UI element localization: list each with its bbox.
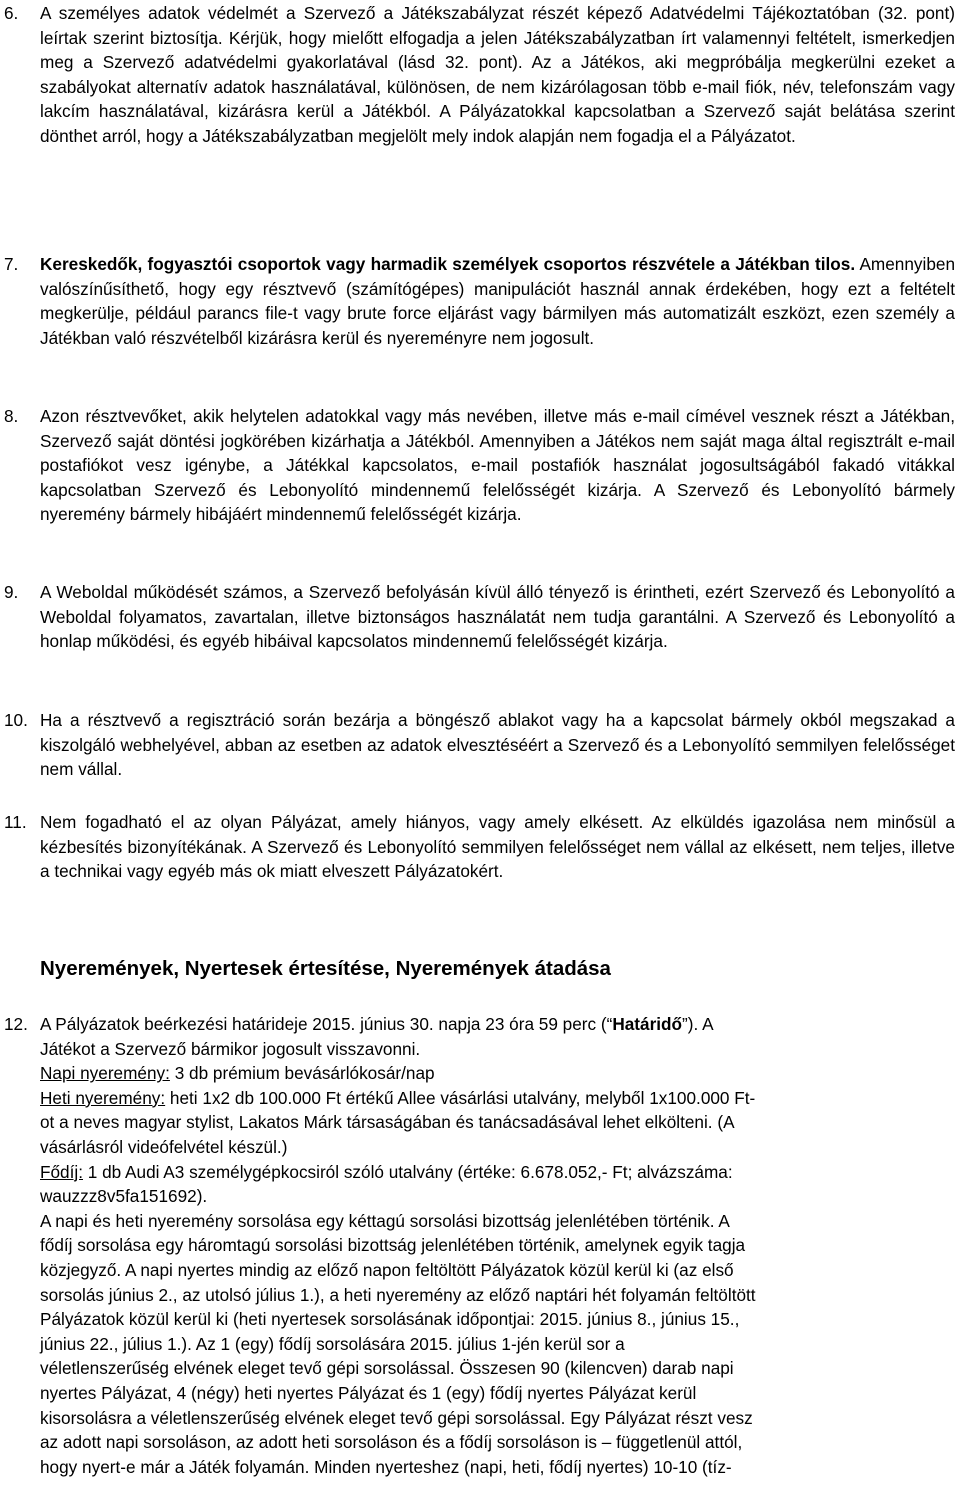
deadline-text: A Pályázatok beérkezési határideje 2015. június 30. napja 23 óra 59 perc (“ <box>40 1014 613 1034</box>
paragraph-number: 6. <box>4 3 19 23</box>
paragraph-text: Nem fogadható el az olyan Pályázat, amely hiányos, vagy amely elkésett. Az elküldés igazolása nem minősül a kézbesítés bizonyítékának. A Szervező és Lebonyolító semmilyen felelősséget nem vállal az elkésett, nem teljes, illetve a technikai vagy egyéb más ok miatt elveszett Pályázatokért. <box>40 812 955 882</box>
draw-text-line: közjegyző. A napi nyertes mindig az előző napon feltöltött Pályázatok közül kerül ki (az első <box>40 1259 734 1280</box>
revocation-line: Játékot a Szervező bármikor jogosult visszavonni. <box>40 1038 421 1059</box>
paragraph-text <box>40 1012 955 1479</box>
deadline-term: Határidő <box>612 1014 683 1034</box>
weekly-prize-line-3: vásárlásról videófelvétel készül.) <box>40 1136 288 1157</box>
paragraph-text: Azon résztvevőket, akik helytelen adatokkal vagy más nevében, illetve más e-mail címével vesznek részt a Játékban, Szervező saját döntési jogkörében kizárhatja a Játékból. Amennyiben a Játékos nem saját maga által regisztrált e-mail postafiókot vesz igénybe, a Játékkal kapcsolatos, e-mail postafiók használat jogosultságából fakadó vitákkal kapcsolatban Szervező és Lebonyolító mindennemű felelősségét kizárja. A Szervező és Lebonyolító bármely nyeremény bármely hibájáért mindennemű felelősségét kizárja. <box>40 406 955 525</box>
paragraph-number: 10. <box>4 710 28 730</box>
paragraph-9 <box>4 580 956 654</box>
paragraph-7 <box>4 252 956 350</box>
draw-text-line: véletlenszerűség elvének eleget tevő gépi sorsolással. Összesen 90 (kilencven) darab napi <box>40 1358 734 1379</box>
draw-text-line: A napi és heti nyeremény sorsolása egy kéttagú sorsolási bizottság jelenlétében történik. A <box>40 1210 730 1231</box>
paragraph-text: A személyes adatok védelmét a Szervező a Játékszabályzat részét képező Adatvédelmi Tájékoztatóban (32. pont) leírtak szerint biztosítja. Kérjük, hogy mielőtt elfogadja a jelen Játékszabályzatban írt valamennyi feltételt, ismerkedjen meg a Szervező adatvédelmi gyakorlatával (lásd 32. pont). Az a Játékos, aki megpróbálja megkerülni ezeket a szabályokat alternatív adatok használatával, különösen, de nem kizárólagosan több e-mail fiók, név, telefonszám vagy lakcím használatával, kizárásra kerül a Játékból. A Pályázatokkal kapcsolatban a Szervező saját belátása szerint dönthet arról, hogy a Játékszabályzatban megjelölt mely indok alapján nem fogadja el a Pályázatot. <box>40 3 955 146</box>
paragraph-12 <box>4 1012 956 1479</box>
daily-prize-label: Napi nyeremény: <box>40 1063 170 1084</box>
weekly-prize-line-2: ot a neves magyar stylist, Lakatos Márk társaságában és tanácsadásával lehet elkölteni. (A <box>40 1112 735 1133</box>
paragraph-text: Ha a résztvevő a regisztráció során bezárja a böngésző ablakot vagy ha a kapcsolat bármely okból megszakad a kiszolgáló webhelyével, abban az esetben az adatok elvesztéséért a Szervező és a Lebonyolító semmilyen felelősséget nem vállal. <box>40 710 955 780</box>
paragraph-number: 12. <box>4 1014 28 1034</box>
paragraph-number: 9. <box>4 582 19 602</box>
paragraph-number: 8. <box>4 406 19 426</box>
main-prize-text: 1 db Audi A3 személygépkocsiról szóló utalvány (értéke: 6.678.052,- Ft; alvázszáma: <box>83 1161 733 1182</box>
weekly-prize-label: Heti nyeremény: <box>40 1087 166 1108</box>
daily-prize-line <box>40 1061 955 1086</box>
draw-text-line: nyertes Pályázat, 4 (négy) heti nyertes Pályázat és 1 (egy) fődíj nyertes Pályázat kerül <box>40 1382 697 1403</box>
daily-prize-text: 3 db prémium bevásárlókosár/nap <box>169 1063 435 1084</box>
paragraph-text: A Weboldal működését számos, a Szervező befolyásán kívül álló tényező is érintheti, ezért Szervező és Lebonyolító a Weboldal folyamatos, zavartalan, illetve biztonságos használatát nem tudja garantálni. A Szervező és Lebonyolító a honlap működési, és egyéb hibáival kapcsolatos mindennemű felelősségét kizárja. <box>40 582 955 652</box>
draw-text-line: az adott napi sorsoláson, az adott heti sorsoláson és a fődíj sorsoláson is – függetlenül attól, <box>40 1432 743 1453</box>
deadline-text-end: ”). A <box>682 1014 714 1034</box>
draw-text-line: sorsolás június 2., az utolsó július 1.), a heti nyeremény az előző naptári hét folyamán feltöltött <box>40 1284 756 1305</box>
draw-text-line: hogy nyert-e már a Játék folyamán. Minden nyerteshez (napi, heti, fődíj nyertes) 10-10 (tíz- <box>40 1456 732 1477</box>
paragraph-8 <box>4 404 956 527</box>
paragraph-6 <box>4 1 956 149</box>
weekly-prize-line <box>40 1086 955 1111</box>
main-prize-line <box>40 1160 955 1185</box>
bold-statement: Kereskedők, fogyasztói csoportok vagy harmadik személyek csoportos részvétele a Játékban tilos. <box>40 254 856 274</box>
section-heading: Nyeremények, Nyertesek értesítése, Nyeremények átadása <box>40 957 611 980</box>
paragraph-number: 7. <box>4 254 19 274</box>
deadline-line <box>40 1012 955 1037</box>
weekly-prize-text: heti 1x2 db 100.000 Ft értékű Allee vásárlási utalvány, melyből 1x100.000 Ft- <box>165 1087 756 1108</box>
main-prize-label: Fődíj: <box>40 1161 83 1182</box>
paragraph-text <box>40 252 955 350</box>
paragraph-number: 11. <box>4 812 27 832</box>
paragraph-body: Amennyiben valószínűsíthető, hogy egy résztvevő (számítógépes) manipulációt használ annak érdekében, hogy ezt a feltételt megkerülje, például parancs file-t vagy brute force eljárást vagy bármilyen más automatizált eszközt, ezen személy a Játékban való részvételből kizárásra kerül és nyereményre nem jogosult. <box>40 254 956 348</box>
paragraph-10 <box>4 708 956 782</box>
draw-text-line: június 22., július 1.). Az 1 (egy) fődíj sorsolására 2015. július 1-jén kerül sor a <box>40 1333 625 1354</box>
draw-text-line: fődíj sorsolása egy háromtagú sorsolási bizottság jelenlétében történik, amelynek egyik tagja <box>40 1235 746 1256</box>
draw-text-line: kisorsolásra a véletlenszerűség elvének eleget tevő gépi sorsolással. Egy Pályázat részt vesz <box>40 1407 753 1428</box>
draw-text-line: Pályázatok közül kerül ki (heti nyertesek sorsolásának időpontjai: 2015. június 8., június 15., <box>40 1309 740 1330</box>
main-prize-line-2: wauzzz8v5fa151692). <box>40 1186 208 1207</box>
paragraph-11 <box>4 810 956 884</box>
